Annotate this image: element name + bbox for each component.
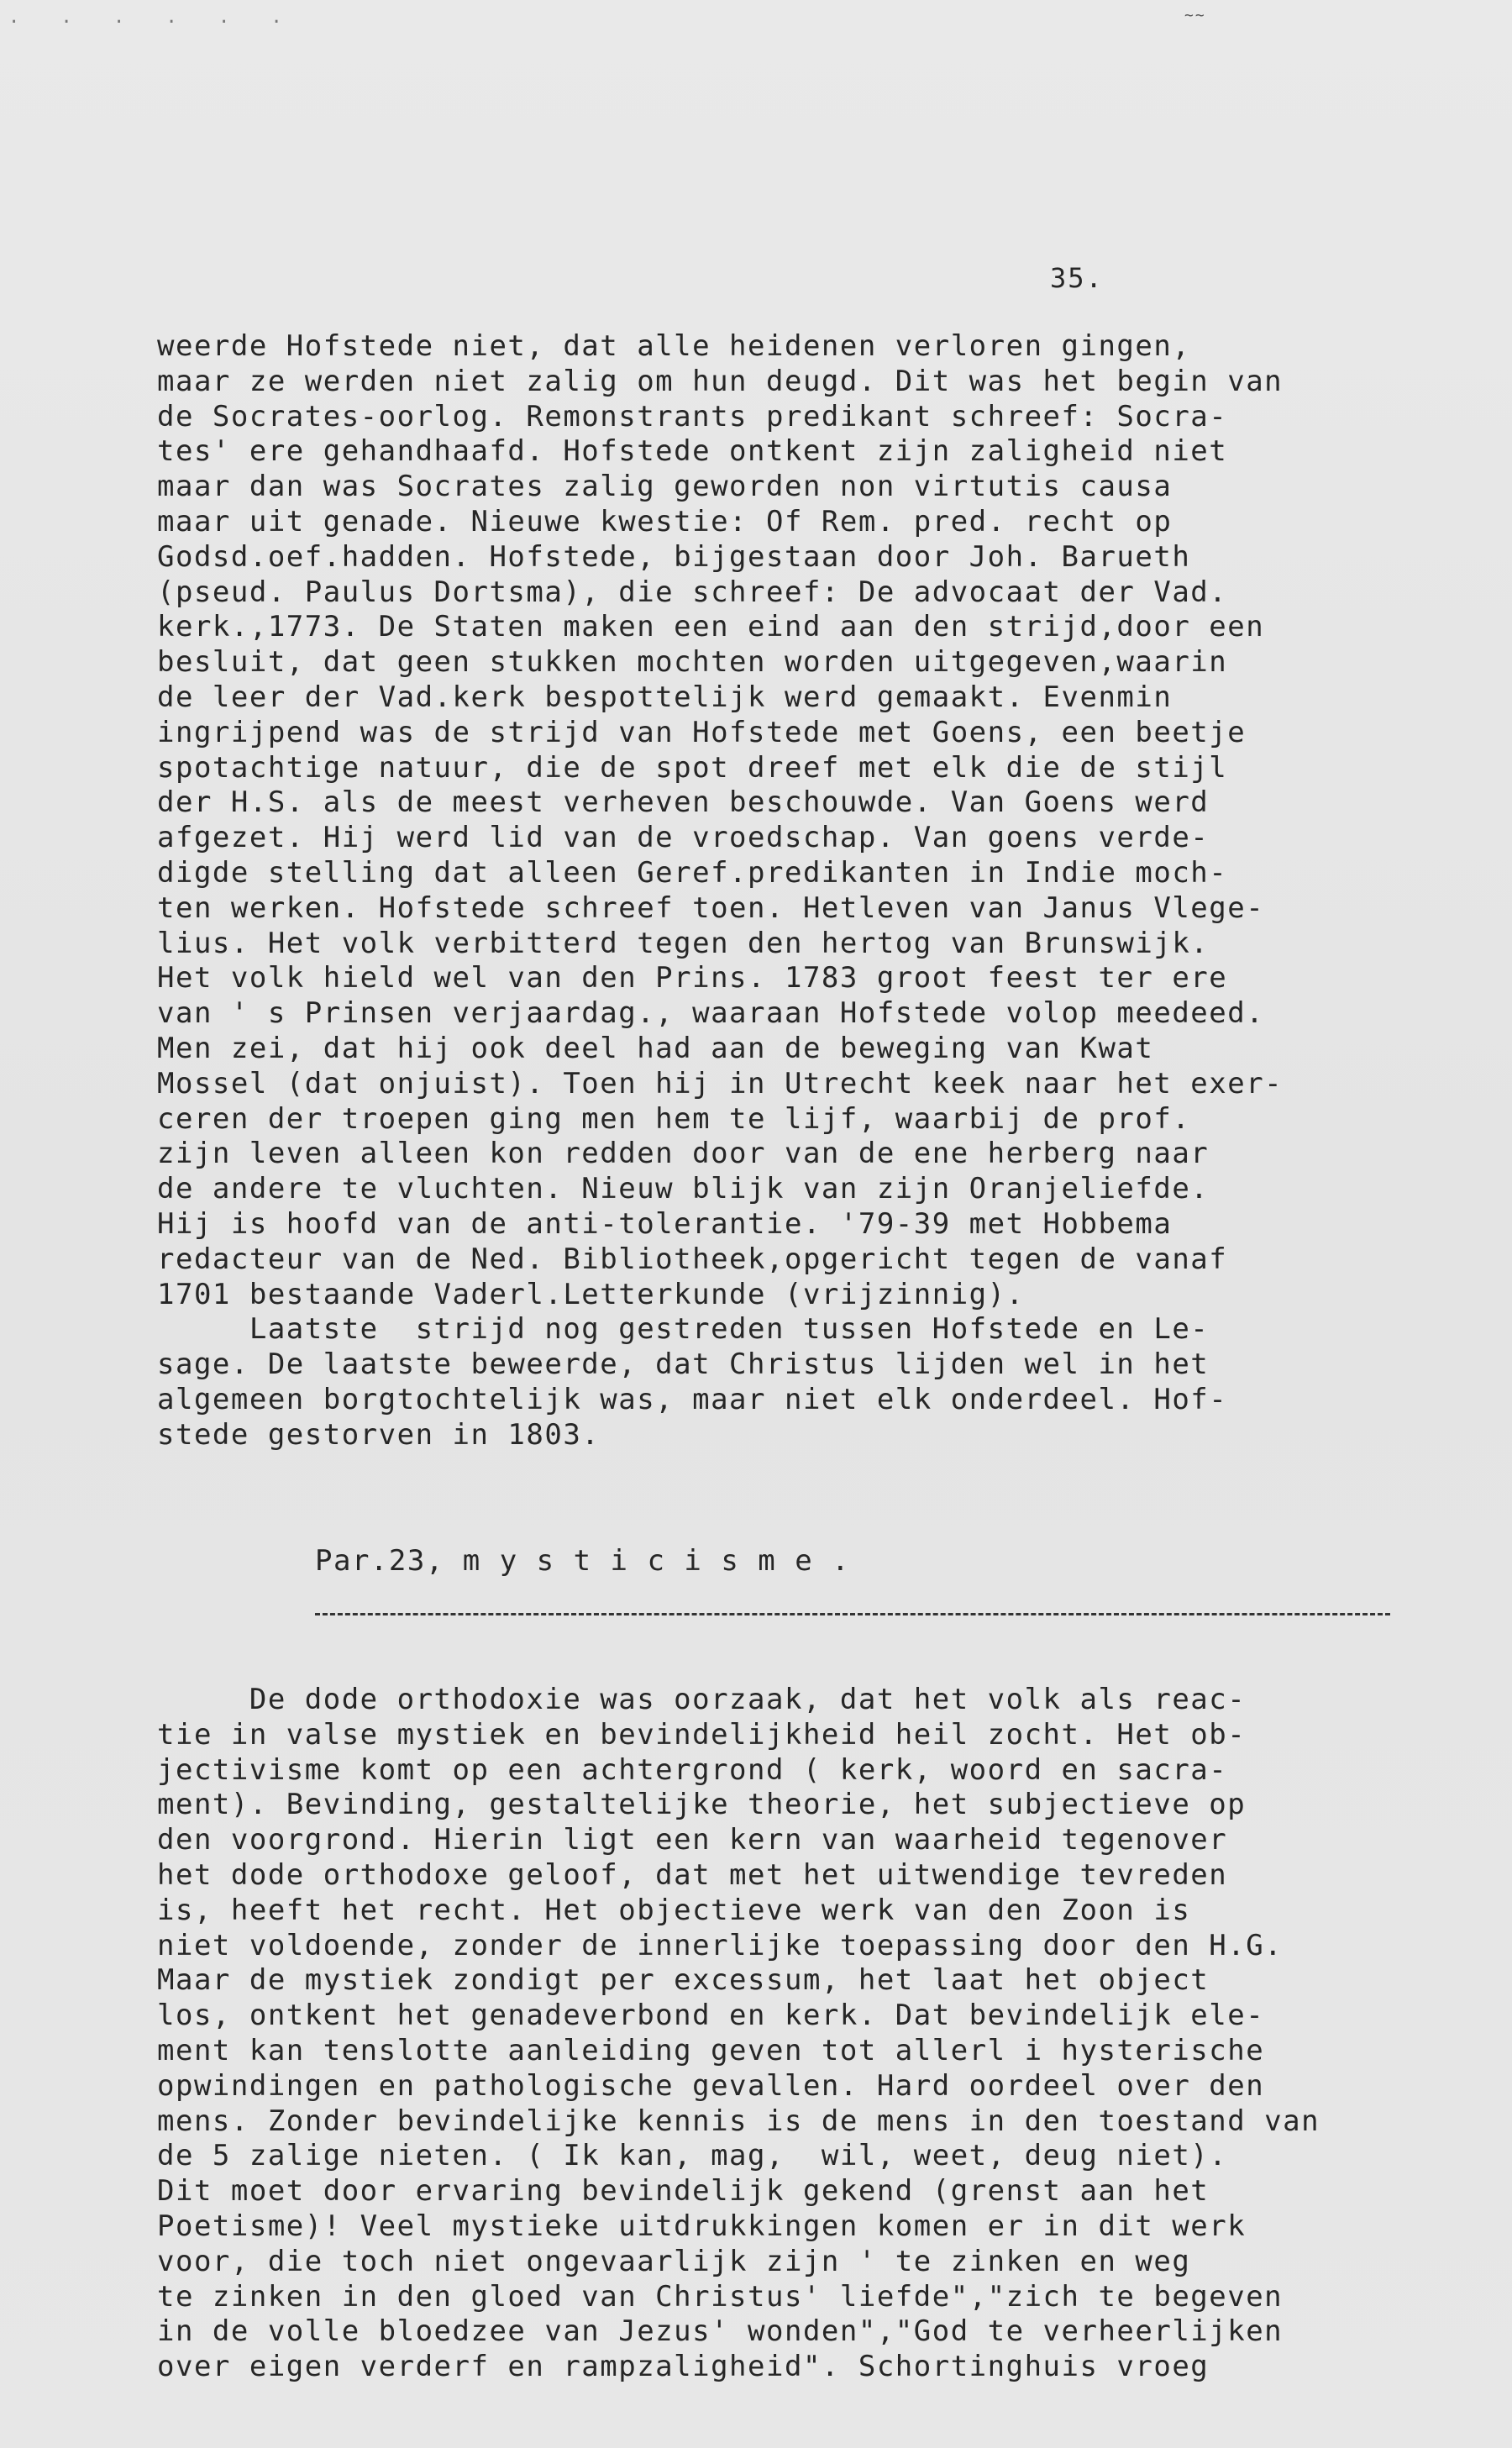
text-line: ingrijpend was de strijd van Hofstede met Goens, een beetje: [157, 715, 1247, 749]
header-dots: . . . . . .: [8, 7, 297, 28]
text-line: De dode orthodoxie was oorzaak, dat het volk als reac-: [157, 1683, 1247, 1716]
text-line: is, heeft het recht. Het objectieve werk van den Zoon is: [157, 1893, 1191, 1927]
text-line: de andere te vluchten. Nieuw blijk van zijn Oranjeliefde.: [157, 1172, 1210, 1206]
heading-underline: [315, 1613, 1390, 1615]
text-line: ten werken. Hofstede schreef toen. Hetleven van Janus Vlege-: [157, 890, 1265, 925]
text-line: weerde Hofstede niet, dat alle heidenen verloren gingen,: [157, 329, 1191, 363]
text-line: der H.S. als de meest verheven beschouwde. Van Goens werd: [157, 785, 1210, 820]
text-line: niet voldoende, zonder de innerlijke toepassing door den H.G.: [157, 1928, 1284, 1962]
text-line: Mossel (dat onjuist). Toen hij in Utrecht keek naar het exer-: [157, 1066, 1284, 1101]
text-line: in de volle bloedzee van Jezus' wonden","God te verheerlijken: [157, 2314, 1284, 2349]
text-line: afgezet. Hij werd lid van de vroedschap. Van goens verde-: [157, 821, 1210, 855]
paragraph-2: [157, 1683, 1442, 2385]
text-line: de 5 zalige nieten. ( Ik kan, mag, wil, weet, deug niet).: [157, 2139, 1228, 2173]
text-line: het dode orthodoxe geloof, dat met het uitwendige tevreden: [157, 1857, 1228, 1892]
text-line: (pseud. Paulus Dortsma), die schreef: De advocaat der Vad.: [157, 575, 1228, 609]
text-line: opwindingen en pathologische gevallen. Hard oordeel over den: [157, 2068, 1265, 2103]
text-line: besluit, dat geen stukken mochten worden uitgegeven,waarin: [157, 645, 1228, 680]
text-line: de leer der Vad.kerk bespottelijk werd gemaakt. Evenmin: [157, 680, 1173, 714]
text-line: stede gestorven in 1803.: [157, 1417, 601, 1452]
text-line: Hij is hoofd van de anti-tolerantie. '79-39 met Hobbema: [157, 1206, 1173, 1241]
text-line: spotachtige natuur, die de spot dreef met elk die de stijl: [157, 750, 1228, 785]
text-line: redacteur van de Ned. Bibliotheek,opgericht tegen de vanaf: [157, 1242, 1228, 1276]
text-line: Men zei, dat hij ook deel had aan de beweging van Kwat: [157, 1031, 1154, 1065]
text-line: maar ze werden niet zalig om hun deugd. Dit was het begin van: [157, 364, 1284, 398]
text-line: maar uit genade. Nieuwe kwestie: Of Rem. pred. recht op: [157, 504, 1173, 538]
text-line: Maar de mystiek zondigt per excessum, het laat het object: [157, 1963, 1210, 1998]
text-line: algemeen borgtochtelijk was, maar niet elk onderdeel. Hof-: [157, 1382, 1228, 1416]
page-number: 35.: [1050, 262, 1104, 294]
text-line: den voorgrond. Hierin ligt een kern van waarheid tegenover: [157, 1823, 1228, 1857]
text-line: Poetisme)! Veel mystieke uitdrukkingen komen er in dit werk: [157, 2209, 1247, 2243]
text-line: 1701 bestaande Vaderl.Letterkunde (vrijzinnig).: [157, 1277, 1025, 1311]
section-heading: Par.23, m y s t i c i s m e .: [315, 1544, 851, 1578]
text-line: zijn leven alleen kon redden door van de ene herberg naar: [157, 1137, 1210, 1171]
corner-smudge: ~~: [1184, 7, 1206, 24]
text-line: ment kan tenslotte aanleiding geven tot allerl i hysterische: [157, 2033, 1265, 2067]
text-line: jectivisme komt op een achtergrond ( kerk, woord en sacra-: [157, 1752, 1228, 1787]
text-line: lius. Het volk verbitterd tegen den hertog van Brunswijk.: [157, 926, 1210, 960]
text-line: Laatste strijd nog gestreden tussen Hofstede en Le-: [157, 1312, 1210, 1347]
scan-top-marks: [0, 7, 1512, 32]
text-line: over eigen verderf en rampzaligheid". Schortinghuis vroeg: [157, 2350, 1210, 2384]
text-line: mens. Zonder bevindelijke kennis is de mens in den toestand van: [157, 2104, 1320, 2138]
text-line: los, ontkent het genadeverbond en kerk. Dat bevindelijk ele-: [157, 1999, 1265, 2033]
text-line: sage. De laatste beweerde, dat Christus lijden wel in het: [157, 1347, 1210, 1382]
text-line: tes' ere gehandhaafd. Hofstede ontkent zijn zaligheid niet: [157, 434, 1228, 469]
text-line: kerk.,1773. De Staten maken een eind aan den strijd,door een: [157, 610, 1265, 644]
text-line: digde stelling dat alleen Geref.predikanten in Indie moch-: [157, 855, 1228, 890]
text-line: voor, die toch niet ongevaarlijk zijn ' te zinken en weg: [157, 2244, 1191, 2278]
text-line: maar dan was Socrates zalig geworden non virtutis causa: [157, 470, 1173, 504]
text-line: Godsd.oef.hadden. Hofstede, bijgestaan door Joh. Barueth: [157, 539, 1191, 574]
text-line: tie in valse mystiek en bevindelijkheid heil zocht. Het ob-: [157, 1717, 1247, 1752]
text-line: van ' s Prinsen verjaardag., waaraan Hofstede volop meedeed.: [157, 996, 1265, 1031]
text-line: te zinken in den gloed van Christus' liefde","zich te begeven: [157, 2279, 1284, 2314]
text-line: ceren der troepen ging men hem te lijf, waarbij de prof.: [157, 1101, 1191, 1136]
text-line: Het volk hield wel van den Prins. 1783 groot feest ter ere: [157, 961, 1228, 995]
text-line: de Socrates-oorlog. Remonstrants predikant schreef: Socra-: [157, 399, 1228, 433]
text-line: ment). Bevinding, gestaltelijke theorie, het subjectieve op: [157, 1788, 1247, 1822]
paragraph-1: [157, 329, 1434, 1453]
text-line: Dit moet door ervaring bevindelijk gekend (grenst aan het: [157, 2174, 1210, 2209]
